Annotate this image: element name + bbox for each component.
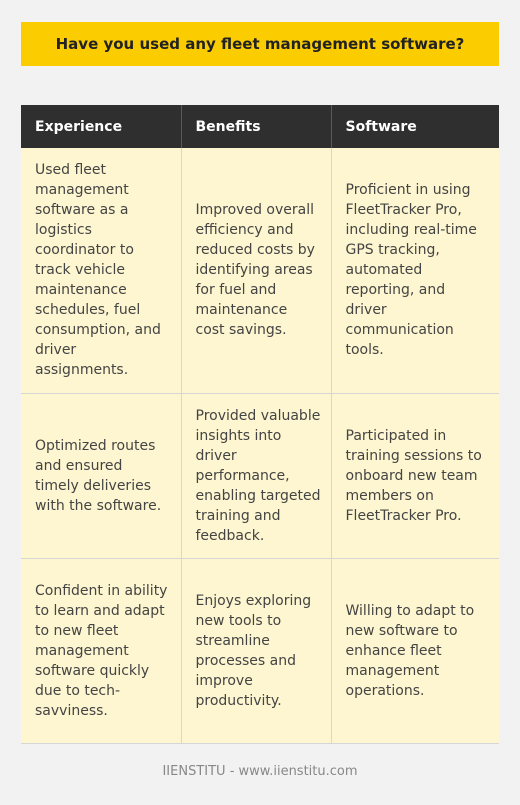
cell-software: Willing to adapt to new software to enhance fleet management operations. [331, 558, 499, 743]
cell-software: Proficient in using FleetTracker Pro, including real-time GPS tracking, automated reporting, and driver communication tools. [331, 148, 499, 393]
cell-software: Participated in training sessions to onboard new team members on FleetTracker Pro. [331, 393, 499, 558]
footer-credit: IIENSTITU - www.iienstitu.com [162, 764, 358, 779]
cell-benefits: Improved overall efficiency and reduced costs by identifying areas for fuel and maintenance cost savings. [181, 148, 331, 393]
table-row [21, 558, 499, 743]
cell-benefits: Enjoys exploring new tools to streamline processes and improve productivity. [181, 558, 331, 743]
cell-benefits: Provided valuable insights into driver performance, enabling targeted training and feedback. [181, 393, 331, 558]
cell-experience: Optimized routes and ensured timely deliveries with the software. [21, 393, 181, 558]
header-software: Software [331, 105, 499, 148]
header-experience: Experience [21, 105, 181, 148]
header-benefits: Benefits [181, 105, 331, 148]
comparison-table [21, 105, 499, 744]
cell-experience: Confident in ability to learn and adapt to new fleet management software quickly due to tech-savviness. [21, 558, 181, 743]
cell-experience: Used fleet management software as a logistics coordinator to track vehicle maintenance schedules, fuel consumption, and driver assignments. [21, 148, 181, 393]
page-title: Have you used any fleet management software? [55, 35, 465, 53]
table-row [21, 148, 499, 393]
table-header-row [21, 105, 499, 148]
title-banner [21, 22, 499, 66]
table-row [21, 393, 499, 558]
